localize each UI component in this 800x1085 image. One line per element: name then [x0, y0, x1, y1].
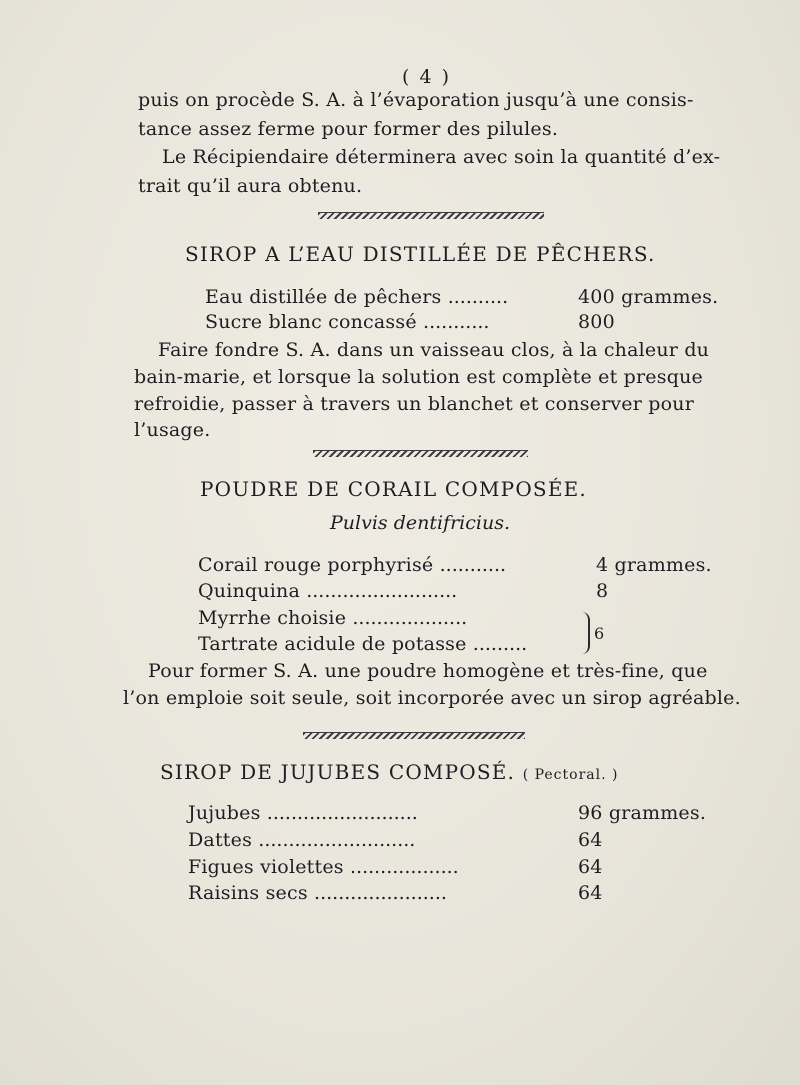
body-line: Pour former S. A. une poudre homogène et très-fine, que [148, 660, 708, 682]
section-subtitle: Pulvis dentifricius. [330, 512, 510, 534]
ingredient-row [198, 553, 506, 577]
leader-dots: .......... [447, 286, 509, 308]
ingredient-name: Eau distillée de pêchers [205, 286, 442, 308]
ingredient-qty: 6 [594, 624, 605, 643]
ingredient-row [205, 310, 489, 334]
ingredient-row [188, 828, 415, 852]
ingredient-qty: 96 grammes. [578, 802, 707, 824]
ornamental-rule [318, 212, 544, 219]
leader-dots: ........... [423, 311, 490, 333]
ingredient-row [198, 579, 457, 603]
body-line: l’usage. [134, 419, 211, 441]
ingredient-row [188, 881, 447, 905]
intro-line: puis on procède S. A. à l’évaporation jusqu’à une consis- [138, 89, 694, 111]
ingredient-row [205, 285, 508, 309]
ingredient-qty: 64 [578, 882, 603, 904]
ingredient-qty: 800 [578, 311, 615, 333]
ingredient-name: Quinquina [198, 580, 300, 602]
leader-dots: ......................... [266, 802, 418, 824]
section-title [160, 760, 618, 784]
ingredient-row [188, 855, 459, 879]
ingredient-name: Dattes [188, 829, 253, 851]
ingredient-name: Jujubes [188, 802, 261, 824]
ingredient-row [198, 632, 527, 656]
intro-line: Le Récipiendaire déterminera avec soin la quantité d’ex- [162, 146, 721, 168]
leader-dots: ........... [439, 554, 507, 576]
ingredient-qty: 4 grammes. [596, 554, 712, 576]
ingredient-qty: 64 [578, 829, 603, 851]
page-number: ( 4 ) [402, 66, 451, 88]
ingredient-qty: 400 grammes. [578, 286, 719, 308]
intro-line: tance assez ferme pour former des pilules. [138, 118, 559, 140]
section-title: SIROP A L’EAU DISTILLÉE DE PÊCHERS. [185, 242, 656, 266]
ingredient-qty: 64 [578, 856, 603, 878]
section-title: POUDRE DE CORAIL COMPOSÉE. [200, 477, 587, 501]
body-line: l’on emploie soit seule, soit incorporée avec un sirop agréable. [123, 687, 741, 709]
ingredient-name: Raisins secs [188, 882, 308, 904]
body-line: bain-marie, et lorsque la solution est complète et presque [134, 366, 703, 388]
section-title-note: ( Pectoral. ) [522, 767, 619, 783]
ingredient-name: Tartrate acidule de potasse [198, 633, 467, 655]
leader-dots: ...................... [314, 882, 447, 904]
ornamental-rule [303, 732, 525, 739]
intro-line: trait qu’il aura obtenu. [138, 175, 363, 197]
ingredient-qty: 8 [596, 580, 609, 602]
ingredient-row [188, 801, 418, 825]
ingredient-name: Corail rouge porphyrisé [198, 554, 434, 576]
leader-dots: ......... [472, 633, 528, 655]
ingredient-name: Sucre blanc concassé [205, 311, 417, 333]
leader-dots: .......................... [258, 829, 416, 851]
ornamental-rule [313, 450, 528, 457]
section-title-text: SIROP DE JUJUBES COMPOSÉ. [160, 760, 516, 784]
ingredient-name: Figues violettes [188, 856, 344, 878]
ingredient-row [198, 606, 467, 630]
leader-dots: ................... [352, 607, 468, 629]
ingredient-name: Myrrhe choisie [198, 607, 347, 629]
leader-dots: .................. [349, 856, 459, 878]
body-line: refroidie, passer à travers un blanchet et conserver pour [134, 393, 694, 415]
leader-dots: ......................... [306, 580, 458, 602]
body-line: Faire fondre S. A. dans un vaisseau clos, à la chaleur du [158, 339, 710, 361]
grouping-brace [580, 612, 590, 654]
